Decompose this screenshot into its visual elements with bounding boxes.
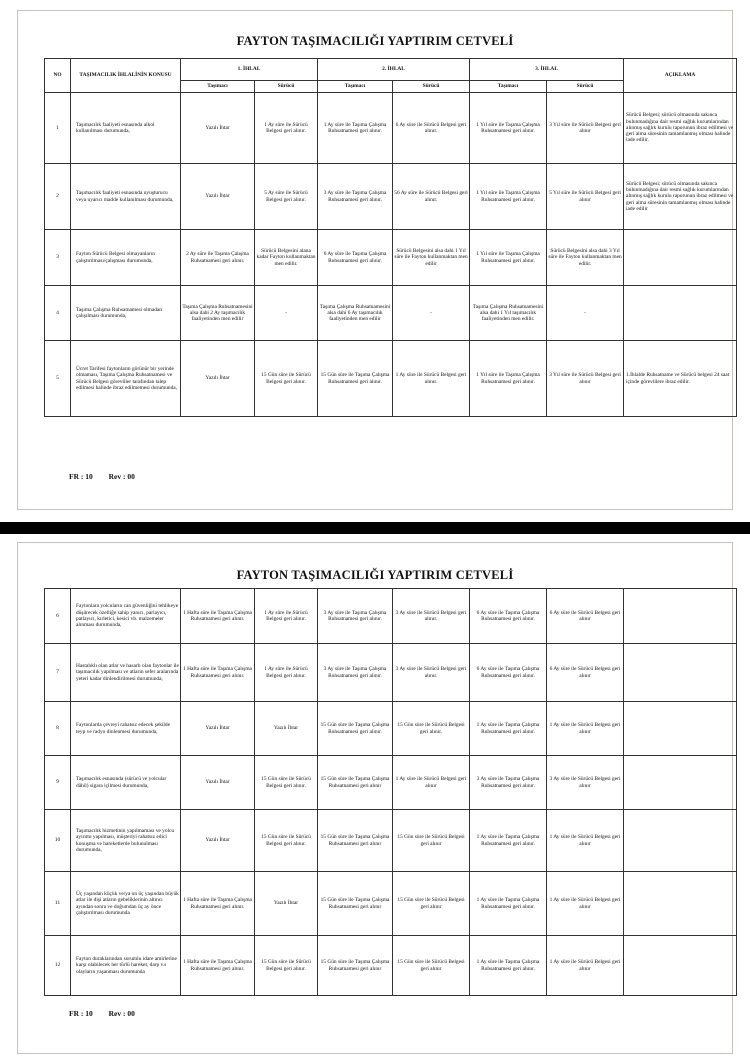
- aciklama: 1.İhlalde Ruhsatname ve Sürücü belgesi 24 saat içinde görevlilere ibraz edilir.: [624, 341, 737, 417]
- violation-subject: Faytonlarda çevreyi rahatsız edecek şekilde teyp ve radyo dinlenmesi durumunda,: [71, 702, 181, 756]
- violation-subject: Ücret Tarifesi faytonların görünür bir yerinde olmaması, Taşıma Çalışma Ruhsatnamesi ve Sürücü Belgesi görevliler tarafından talep edilmesi halinde ibraz edilmemesi durumunda,: [71, 341, 181, 417]
- ihlal-2-tasimaci: 6 Ay süre ile Taşıma Çalışma Ruhsatnamesi geri alınır.: [318, 230, 393, 286]
- ihlal-1-surucu: Yazılı İhtar: [255, 872, 318, 936]
- ihlal-2-tasimaci: 15 Gün süre ile Taşıma Çalışma Ruhsatnamesi geri alınır: [318, 756, 393, 810]
- ihlal-2-surucu: 3 Ay süre ile Sürücü Belgesi geri alınır.: [393, 589, 470, 644]
- ihlal-3-tasimaci: 1 Yıl süre ile Taşıma Çalışma Ruhsatnamesi geri alınır.: [470, 230, 547, 286]
- header-ihlal-1: 1. İHLAL: [181, 59, 318, 81]
- ihlal-2-tasimaci: 15 Gün süre ile Taşıma Çalışma Ruhsatnamesi geri alınır.: [318, 341, 393, 417]
- ihlal-2-surucu: 1 Ay süre ile Sürücü Belgesi geri alınır: [393, 756, 470, 810]
- ihlal-1-tasimaci: Yazılı İhtar: [181, 702, 255, 756]
- aciklama: [624, 230, 737, 286]
- ihlal-1-tasimaci: Yazılı İhtar: [181, 93, 255, 164]
- row-number: 7: [45, 644, 71, 702]
- ihlal-3-tasimaci: 3 Ay süre ile Taşıma Çalışma Ruhsatnamesi geri alınır.: [470, 756, 547, 810]
- ihlal-3-surucu: 1 Ay süre ile Sürücü Belgesi geri alınır: [547, 872, 624, 936]
- row-number: 12: [45, 936, 71, 996]
- ihlal-1-surucu: 15 Gün süre ile Sürücü Belgesi geri alınır.: [255, 756, 318, 810]
- page-footer: [69, 472, 149, 481]
- ihlal-3-tasimaci: 1 Ay süre ile Taşıma Çalışma Ruhsatnamesi geri alınır.: [470, 702, 547, 756]
- ihlal-3-tasimaci: 6 Ay süre ile Taşıma Çalışma Ruhsatnamesi geri alınır.: [470, 589, 547, 644]
- ihlal-2-tasimaci: 15 Gün süre ile Taşıma Çalışma Ruhsatnamesi geri alınır.: [318, 702, 393, 756]
- ihlal-1-tasimaci: 2 Ay süre ile Taşıma Çalışma Ruhsatnamesi geri alınır.: [181, 230, 255, 286]
- row-number: 1: [45, 93, 71, 164]
- row-number: 8: [45, 702, 71, 756]
- ihlal-3-tasimaci: 1 Ay süre ile Taşıma Çalışma Ruhsatnamesi geri alınır.: [470, 872, 547, 936]
- ihlal-1-tasimaci: Yazılı İhtar: [181, 810, 255, 872]
- violation-subject: Fayton Sürücü Belgesi olmayanların çalıştırılması/çalışması durumunda,: [71, 230, 181, 286]
- ihlal-1-tasimaci: Yazılı İhtar: [181, 341, 255, 417]
- ihlal-3-surucu: Sürücü Belgesini alsa dahi 3 Yıl süre ile Fayton kullanmaktan men edilir.: [547, 230, 624, 286]
- header-aciklama: AÇIKLAMA: [624, 59, 737, 93]
- ihlal-3-surucu: 3 Ay süre ile Sürücü Belgesi geri alınır: [547, 756, 624, 810]
- ihlal-2-surucu: 15 Gün süre ile Sürücü Belgesi geri alınır.: [393, 702, 470, 756]
- header-no: NO: [45, 59, 71, 93]
- violation-subject: Taşımacılık faaliyeti esnasında alkol kullanılması durumunda,: [71, 93, 181, 164]
- ihlal-1-surucu: Yazılı İhtar: [255, 702, 318, 756]
- table-row: [45, 164, 737, 230]
- ihlal-3-surucu: 1 Ay süre ile Sürücü Belgesi geri alınır: [547, 810, 624, 872]
- table-row: [45, 936, 737, 996]
- ihlal-1-tasimaci: 1 Hafta süre ile Taşıma Çalışma Ruhsatnamesi geri alınır.: [181, 589, 255, 644]
- row-number: 11: [45, 872, 71, 936]
- ihlal-1-surucu: 5 Ay süre ile Sürücü Belgesi geri alınır.: [255, 164, 318, 230]
- header-ihlal-2: 2. İHLAL: [318, 59, 470, 81]
- ihlal-2-surucu: 3 Ay süre ile Sürücü Belgesi geri alınır.: [393, 644, 470, 702]
- ihlal-2-tasimaci: 15 Gün süre ile Taşıma Çalışma Ruhsatnamesi geri alınır: [318, 936, 393, 996]
- ihlal-3-surucu: 1 Ay süre ile Sürücü Belgesi geri alınır: [547, 702, 624, 756]
- ihlal-3-tasimaci: 1 Yıl süre ile Taşıma Çalışma Ruhsatnamesi geri alınır.: [470, 93, 547, 164]
- form-number: FR : 10: [69, 1009, 93, 1018]
- ihlal-1-surucu: 1 Ay süre ile Sürücü Belgesi geri alınır.: [255, 589, 318, 644]
- ihlal-3-surucu: 6 Ay süre ile Sürücü Belgesi geri alınır: [547, 589, 624, 644]
- header-surucu: Sürücü: [547, 81, 624, 93]
- ihlal-3-tasimaci: 1 Ay süre ile Taşıma Çalışma Ruhsatnamesi geri alınır.: [470, 810, 547, 872]
- ihlal-2-surucu: -: [393, 286, 470, 341]
- document-page-1: [0, 0, 750, 522]
- aciklama: [624, 589, 737, 644]
- table-row: [45, 230, 737, 286]
- ihlal-3-surucu: 5 Yıl süre ile Sürücü Belgesi geri alınır: [547, 164, 624, 230]
- row-number: 2: [45, 164, 71, 230]
- header-konu: TAŞIMACILIK İHLALİNİN KONUSU: [71, 59, 181, 93]
- ihlal-3-tasimaci: 1 Ay süre ile Taşıma Çalışma Ruhsatnamesi geri alınır.: [470, 936, 547, 996]
- violation-subject: Fayton duraklarından sorumlu idare amirlerine karşı olabilecek her türlü hareket, darp v.s olayların yaşanması durumunda: [71, 936, 181, 996]
- aciklama: [624, 936, 737, 996]
- header-tasimaci: Taşımacı: [470, 81, 547, 93]
- ihlal-1-tasimaci: 1 Hafta süre ile Taşıma Çalışma Ruhsatnamesi geri alınır.: [181, 644, 255, 702]
- ihlal-1-tasimaci: Taşıma Çalışma Ruhsatnamesini alsa dahi 2 Ay taşımacılık faaliyetinden men edilir: [181, 286, 255, 341]
- violation-subject: Üç yaşından küçük ve/ya on üç yaşından büyük atlar ile dişi atların gebeliklerinin altıncı ayından sonra ve doğumdan üç ay önce çalıştırılması durumunda: [71, 872, 181, 936]
- violation-subject: Taşımacılık faaliyeti esnasında uyuşturucu veya uyarıcı madde kullanılması durumunda,: [71, 164, 181, 230]
- ihlal-1-tasimaci: Yazılı İhtar: [181, 164, 255, 230]
- ihlal-1-tasimaci: 1 Hafta süre ile Taşıma Çalışma Ruhsatnamesi geri alınır.: [181, 936, 255, 996]
- violation-subject: Taşımacılık esnasında (sürücü ve yolcular dâhil) sigara içilmesi durumunda,: [71, 756, 181, 810]
- ihlal-2-surucu: 15 Gün süre ile Sürücü Belgesi geri alınır: [393, 810, 470, 872]
- table-row: [45, 756, 737, 810]
- revision-number: Rev : 00: [108, 1009, 135, 1018]
- table-row: [45, 644, 737, 702]
- ihlal-3-surucu: 3 Yıl süre ile Sürücü Belgesi geri alınır: [547, 93, 624, 164]
- ihlal-2-surucu: 15 Gün süre ile Sürücü Belgesi geri alınır: [393, 936, 470, 996]
- violation-subject: Taşımacılık hizmetinin yapılmaması ve yolcu ayırımı yapılması, müşteriyi rahatsız edici konuşma ve hareketlerde bulunulması durumunda,: [71, 810, 181, 872]
- ihlal-2-tasimaci: 15 Gün süre ile Taşıma Çalışma Ruhsatnamesi geri alınır: [318, 810, 393, 872]
- page-title: FAYTON TAŞIMACILIĞI YAPTIRIM CETVELİ: [236, 568, 514, 582]
- ihlal-2-tasimaci: Taşıma Çalışma Ruhsatnamesini alsa dahi 6 Ay taşımacılık faaliyetinden men edilir: [318, 286, 393, 341]
- header-tasimaci: Taşımacı: [318, 81, 393, 93]
- ihlal-2-tasimaci: 15 Gün süre ile Taşıma Çalışma Ruhsatnamesi geri alınır: [318, 872, 393, 936]
- table-row: [45, 93, 737, 164]
- ihlal-3-surucu: 3 Yıl süre ile Sürücü Belgesi geri alınır: [547, 341, 624, 417]
- aciklama: [624, 286, 737, 341]
- header-surucu: Sürücü: [255, 81, 318, 93]
- aciklama: [624, 810, 737, 872]
- ihlal-1-surucu: -: [255, 286, 318, 341]
- table-row: [45, 702, 737, 756]
- ihlal-1-surucu: 15 Gün süre ile Sürücü Belgesi geri alınır.: [255, 936, 318, 996]
- table-row: [45, 589, 737, 644]
- row-number: 9: [45, 756, 71, 810]
- ihlal-1-tasimaci: 1 Hafta süre ile Taşıma Çalışma Ruhsatnamesi geri alınır.: [181, 872, 255, 936]
- revision-number: Rev : 00: [108, 472, 135, 481]
- ihlal-3-tasimaci: 1 Yıl süre ile Taşıma Çalışma Ruhsatnamesi geri alınır.: [470, 341, 547, 417]
- ihlal-2-tasimaci: 3 Ay süre ile Taşıma Çalışma Ruhsatnamesi geri alınır.: [318, 644, 393, 702]
- ihlal-2-surucu: 15 Gün süre ile Sürücü Belgesi geri alınır: [393, 872, 470, 936]
- row-number: 5: [45, 341, 71, 417]
- header-ihlal-3: 3. İHLAL: [470, 59, 624, 81]
- aciklama: [624, 756, 737, 810]
- table-row: [45, 810, 737, 872]
- ihlal-2-surucu: 6 Ay süre ile Sürücü Belgesi geri alınır.: [393, 93, 470, 164]
- ihlal-2-tasimaci: 3 Ay süre ile Taşıma Çalışma Ruhsatnamesi geri alınır.: [318, 164, 393, 230]
- violation-subject: Hastalıklı olan atlar ve hasarlı olan faytonlar ile taşımacılık yapılması ve atların sefer aralarında yeteri kadar dinlendirilmesi durumunda,: [71, 644, 181, 702]
- ihlal-3-surucu: -: [547, 286, 624, 341]
- table-row: [45, 872, 737, 936]
- ihlal-2-tasimaci: 1 Ay süre ile Taşıma Çalışma Ruhsatnamesi geri alınır.: [318, 93, 393, 164]
- aciklama: Sürücü Belgesi; sürücü olmasında sakınca bulunmadığına dair resmi sağlık kurumlarından alınmış sağlık kurulu raporunun ibraz edilmesi ve geri alma süresinin tamamlanmış olması halinde iade edilir: [624, 164, 737, 230]
- page-footer: [69, 1009, 149, 1018]
- header-tasimaci: Taşımacı: [181, 81, 255, 93]
- ihlal-3-tasimaci: 6 Ay süre ile Taşıma Çalışma Ruhsatnamesi geri alınır.: [470, 644, 547, 702]
- ihlal-1-surucu: 1 Ay süre ile Sürücü Belgesi geri alınır.: [255, 93, 318, 164]
- ihlal-1-tasimaci: Yazılı İhtar: [181, 756, 255, 810]
- table-row: [45, 286, 737, 341]
- ihlal-2-tasimaci: 3 Ay süre ile Taşıma Çalışma Ruhsatnamesi geri alınır.: [318, 589, 393, 644]
- sanction-table: [44, 58, 737, 417]
- ihlal-2-surucu: 1 Ay süre ile Sürücü Belgesi geri alınır.: [393, 341, 470, 417]
- ihlal-1-surucu: Sürücü Belgesini alana kadar Fayton kullanmaktan men edilir.: [255, 230, 318, 286]
- sanction-table-continued: [44, 588, 737, 996]
- ihlal-2-surucu: Sürücü Belgesini alsa dahi 1 Yıl süre ile Fayton kullanmaktan men edilir: [393, 230, 470, 286]
- violation-subject: Taşıma Çalışma Ruhsatnamesi olmadan çalışılması durumunda,: [71, 286, 181, 341]
- form-number: FR : 10: [69, 472, 93, 481]
- ihlal-3-tasimaci: 1 Yıl süre ile Taşıma Çalışma Ruhsatnamesi geri alınır.: [470, 164, 547, 230]
- violation-subject: Faytonlara yolcuların can güvenliğini tehlikeye düşürecek özelliğe sahip yanıcı, parlayıcı, patlayıcı, kırletici, kesici vb. malzemeler alınması durumunda,: [71, 589, 181, 644]
- page-title: FAYTON TAŞIMACILIĞI YAPTIRIM CETVELİ: [236, 34, 514, 48]
- aciklama: Sürücü Belgesi; sürücü olmasında sakınca bulunmadığına dair resmi sağlık kurumlarından alınmış sağlık kurulu raporunun ibraz edilmesi ve geri alma süresinin tamamlanmış olması halinde iade edilir.: [624, 93, 737, 164]
- header-surucu: Sürücü: [393, 81, 470, 93]
- ihlal-3-surucu: 6 Ay süre ile Sürücü Belgesi geri alınır: [547, 644, 624, 702]
- table-row: [45, 341, 737, 417]
- aciklama: [624, 702, 737, 756]
- row-number: 6: [45, 589, 71, 644]
- aciklama: [624, 644, 737, 702]
- ihlal-3-tasimaci: Taşıma Çalışma Ruhsatnamesini alsa dahi 1 Yıl taşımacılık faaliyetinden men edilir.: [470, 286, 547, 341]
- ihlal-1-surucu: 15 Gün süre ile Sürücü Belgesi geri alınır.: [255, 341, 318, 417]
- row-number: 3: [45, 230, 71, 286]
- document-page-2: [0, 534, 750, 1057]
- row-number: 10: [45, 810, 71, 872]
- aciklama: [624, 872, 737, 936]
- ihlal-1-surucu: 1 Ay süre ile Sürücü Belgesi geri alınır.: [255, 644, 318, 702]
- ihlal-3-surucu: 1 Ay süre ile Sürücü Belgesi geri alınır: [547, 936, 624, 996]
- ihlal-2-surucu: 56 Ay süre ile Sürücü Belgesi geri alınır.: [393, 164, 470, 230]
- ihlal-1-surucu: 15 Gün süre ile Sürücü Belgesi geri alınır.: [255, 810, 318, 872]
- row-number: 4: [45, 286, 71, 341]
